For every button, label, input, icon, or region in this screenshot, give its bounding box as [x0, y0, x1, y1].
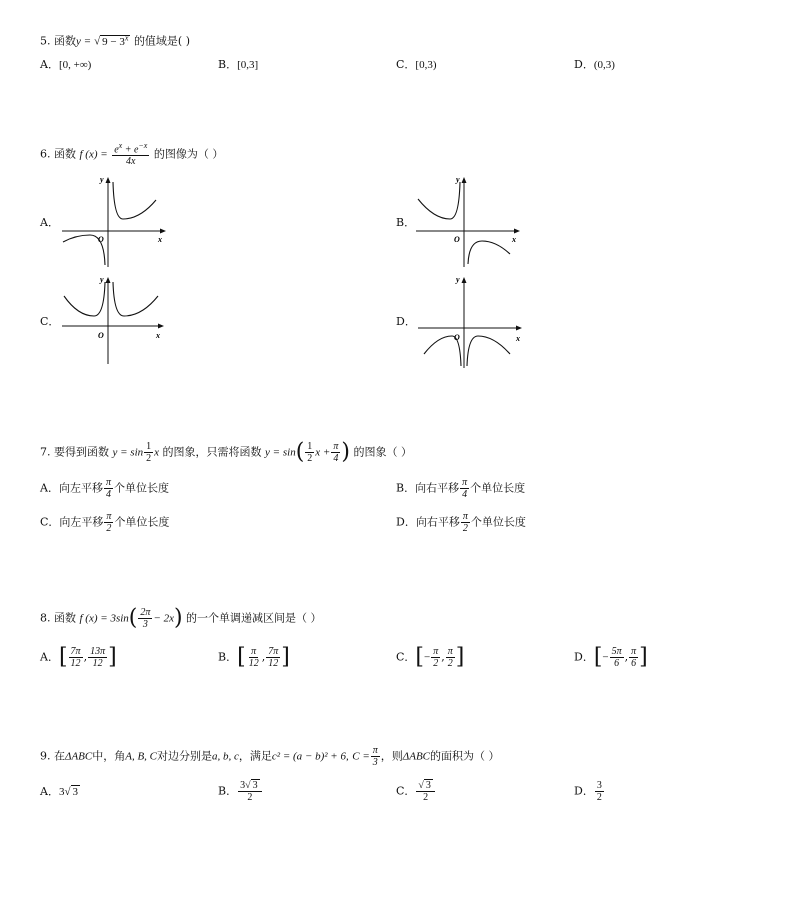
- question-6-stem: [40, 142, 223, 167]
- option-a[interactable]: A．向左平移 $\frac{\pi}{4}$ 个单位长度: [40, 477, 169, 500]
- axis-x-label: x: [156, 331, 160, 340]
- option-b-label[interactable]: B．: [396, 216, 416, 229]
- stem-text: 要得到函数: [54, 445, 109, 459]
- math-eq: =: [84, 35, 91, 48]
- stem-text: ，则: [380, 749, 403, 763]
- graph-option-b[interactable]: [414, 172, 524, 272]
- option-c[interactable]: C．[− $\frac{\pi}{2}$ , $\frac{\pi}{2}$ ]: [396, 644, 465, 670]
- origin-label: O: [98, 331, 104, 340]
- stem-text: 函数: [54, 34, 76, 48]
- axis-x-label: x: [512, 235, 516, 244]
- stem-text: 在: [54, 749, 65, 763]
- stem-text: 的值域是( ): [133, 34, 191, 48]
- paren-left: (: [295, 439, 305, 465]
- axis-y-label: y: [100, 175, 104, 184]
- question-number: 8.: [40, 611, 51, 625]
- option-a-label[interactable]: A．: [40, 216, 59, 229]
- stem-text: 的图象，只需将函数: [162, 445, 262, 459]
- question-8-stem: [40, 607, 322, 630]
- math-var: x: [154, 446, 160, 459]
- question-9-stem: [40, 745, 500, 768]
- stem-text: 函数: [54, 147, 76, 161]
- option-d-label[interactable]: D．: [396, 315, 416, 328]
- option-d[interactable]: D．[− $\frac{5\pi}{6}$ , $\frac{\pi}{6}$ ]: [574, 644, 648, 670]
- stem-text: 函数: [54, 611, 76, 625]
- option-a[interactable]: A．[0, +∞): [40, 58, 92, 71]
- math-angles: A, B, C: [125, 750, 158, 763]
- option-d[interactable]: D．向右平移 $\frac{\pi}{2}$ 个单位长度: [396, 511, 526, 534]
- option-b[interactable]: B．向右平移 $\frac{\pi}{4}$ 个单位长度: [396, 477, 526, 500]
- option-d[interactable]: D． $\frac{3}{2}$: [574, 780, 602, 803]
- math-sides: a, b, c: [212, 750, 239, 763]
- axis-x-label: x: [516, 334, 520, 343]
- graph-option-a[interactable]: [60, 172, 170, 272]
- question-7-stem: [40, 441, 412, 464]
- graph-option-d[interactable]: [414, 272, 526, 372]
- stem-text: 的一个单调递减区间是（ ）: [186, 611, 322, 625]
- stem-text: 的图象（ ）: [353, 445, 412, 459]
- axis-y-label: y: [100, 275, 104, 284]
- math-fraction: $\frac{\pi}{4}$: [333, 441, 339, 464]
- option-c[interactable]: C．[0,3): [396, 58, 437, 71]
- math-fraction: $\frac{\pi}{3}$: [372, 745, 378, 768]
- question-5-stem: [40, 34, 190, 48]
- math-function: f (x) = 3sin: [79, 612, 129, 625]
- math-equation: c² = (a − b)² + 6,: [271, 750, 349, 763]
- option-d[interactable]: D．(0,3): [574, 58, 615, 71]
- question-number: 7.: [40, 445, 51, 459]
- math-function: f (x) =: [79, 148, 108, 161]
- question-number: 9.: [40, 749, 51, 763]
- stem-text: 中，角: [92, 749, 126, 763]
- math-fraction: $\frac{2\pi}{3}$: [140, 607, 151, 630]
- math-triangle: ΔABC: [402, 750, 430, 763]
- math-term: − 2x: [153, 612, 174, 625]
- stem-text: 的图像为（ ）: [153, 147, 224, 161]
- stem-text: ，满足: [238, 749, 272, 763]
- axis-x-label: x: [158, 235, 162, 244]
- question-number: 5.: [40, 34, 51, 48]
- math-equation: C =: [352, 750, 370, 763]
- stem-text: 对边分别是: [157, 749, 213, 763]
- option-b[interactable]: B．[ $\frac{\pi}{12}$ , $\frac{7\pi}{12}$ ]: [218, 644, 290, 670]
- question-number: 6.: [40, 147, 51, 161]
- axis-y-label: y: [456, 275, 460, 284]
- math-fraction: $\frac{e^x + e^{-x}}{4x}$: [114, 141, 148, 168]
- option-a[interactable]: A．3√ 3: [40, 785, 78, 798]
- option-b[interactable]: B．[0,3]: [218, 58, 259, 71]
- math-var: y: [76, 35, 81, 48]
- origin-label: O: [454, 333, 460, 342]
- math-var: x +: [315, 446, 331, 459]
- origin-label: O: [98, 235, 104, 244]
- option-c[interactable]: C．向左平移 $\frac{\pi}{2}$ 个单位长度: [40, 511, 170, 534]
- option-c-label[interactable]: C．: [40, 315, 60, 328]
- option-c[interactable]: C． $\frac{√ 3}{2}$: [396, 780, 436, 803]
- graph-option-c[interactable]: [60, 272, 170, 367]
- math-fraction: $\frac{1}{2}$: [146, 441, 152, 464]
- paren-right: ): [173, 605, 183, 631]
- paren-left: (: [128, 605, 138, 631]
- axis-y-label: y: [456, 175, 460, 184]
- math-function: y = sin: [265, 446, 296, 459]
- origin-label: O: [454, 235, 460, 244]
- option-a[interactable]: A．[ $\frac{7\pi}{12}$ , $\frac{13\pi}{12}$ ]: [40, 644, 117, 670]
- sqrt-expression: √ $9 - 3^x$: [94, 33, 129, 48]
- math-function: y = sin: [112, 446, 144, 459]
- math-triangle: ΔABC: [65, 750, 93, 763]
- stem-text: 的面积为（ ）: [430, 749, 500, 763]
- paren-right: ): [341, 439, 350, 465]
- math-fraction: $\frac{1}{2}$: [307, 441, 313, 464]
- option-b[interactable]: B． $\frac{3√ 3}{2}$: [218, 780, 263, 803]
